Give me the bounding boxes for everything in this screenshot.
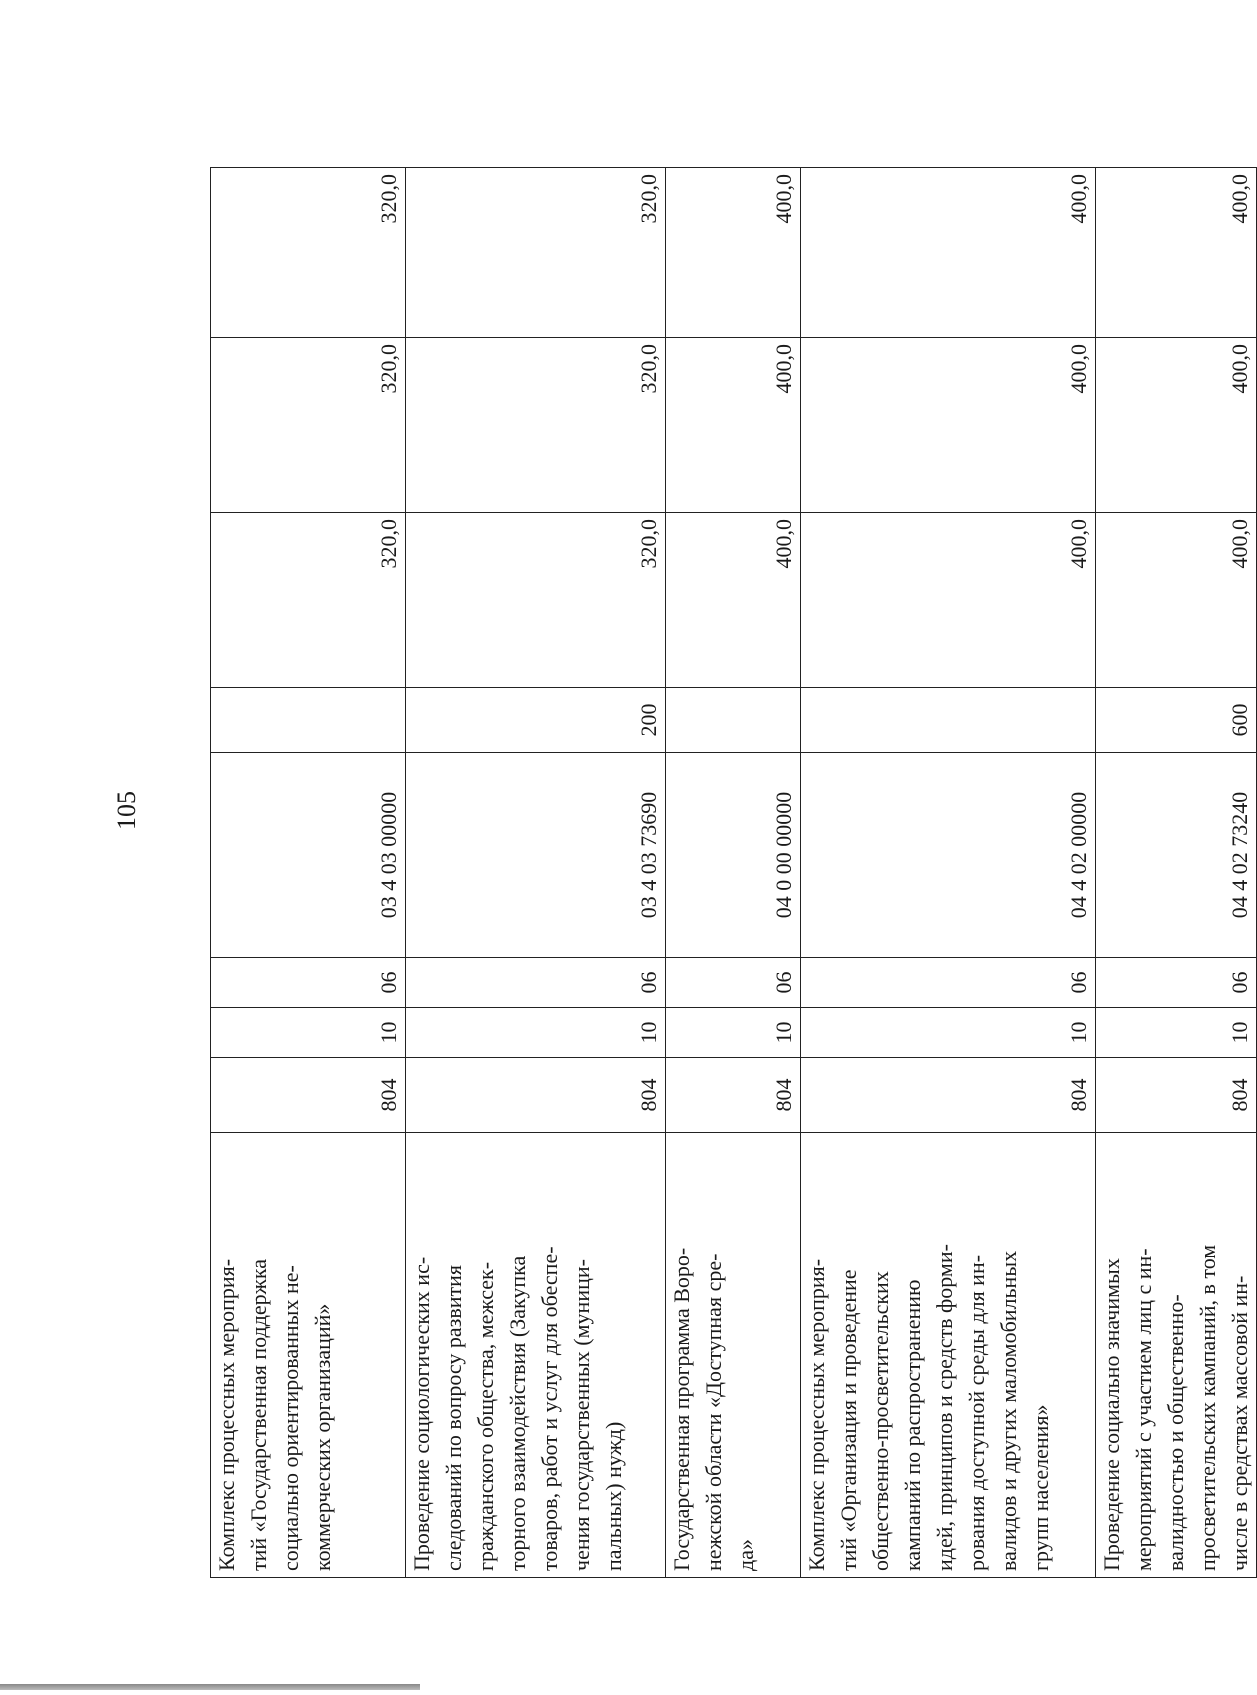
amount-year3-cell: 400,0 [801, 168, 1096, 338]
description-line: нежской области «Доступная сре- [701, 1253, 726, 1571]
subsection-cell: 06 [211, 958, 406, 1008]
description-line: общественно-просветительских [868, 1271, 893, 1571]
description-line: товаров, работ и услуг для обеспе- [537, 1246, 562, 1571]
target-article-cell: 04 0 00 00000 [666, 753, 801, 958]
scan-edge-strip [0, 1684, 420, 1690]
description-line: числе в средствах массовой ин- [1227, 1275, 1252, 1571]
description-line: Комплекс процессных мероприя- [804, 1258, 829, 1571]
description-line: валидностью и общественно- [1163, 1294, 1188, 1571]
amount-year1-cell: 400,0 [666, 513, 801, 688]
section-cell: 10 [406, 1008, 666, 1058]
description-line: валидов и других маломобильных [996, 1250, 1021, 1571]
amount-year2-cell: 320,0 [406, 338, 666, 513]
description-line: следований по вопросу развития [441, 1264, 466, 1571]
amount-year3-cell: 320,0 [211, 168, 406, 338]
section-cell: 10 [666, 1008, 801, 1058]
row-description [1096, 1133, 1257, 1578]
row-description [211, 1133, 406, 1578]
target-article-cell: 04 4 02 00000 [801, 753, 1096, 958]
expense-type-cell [211, 688, 406, 753]
description-line: торного взаимодействия (Закупка [505, 1255, 530, 1571]
amount-year1-cell: 320,0 [406, 513, 666, 688]
description-line: социально ориентированных не- [278, 1265, 303, 1571]
section-cell: 10 [211, 1008, 406, 1058]
section-cell: 10 [1096, 1008, 1257, 1058]
row-description [801, 1133, 1096, 1578]
grbs-cell: 804 [211, 1058, 406, 1133]
amount-year2-cell: 400,0 [801, 338, 1096, 513]
amount-year1-cell: 400,0 [801, 513, 1096, 688]
description-line: Проведение социально значимых [1099, 1258, 1124, 1571]
amount-year1-cell: 320,0 [211, 513, 406, 688]
description-line: просветительских кампаний, в том [1195, 1244, 1220, 1571]
description-line: идей, принципов и средств форми- [932, 1244, 957, 1571]
subsection-cell: 06 [801, 958, 1096, 1008]
description-line: рования доступной среды для ин- [964, 1254, 989, 1571]
amount-year1-cell: 400,0 [1096, 513, 1257, 688]
page-number: 105 [112, 791, 141, 830]
amount-year3-cell: 400,0 [1096, 168, 1257, 338]
subsection-cell: 06 [1096, 958, 1257, 1008]
grbs-cell: 804 [1096, 1058, 1257, 1133]
description-line: коммерческих организаций» [310, 1303, 335, 1571]
rotated-table-frame [210, 168, 1252, 1578]
grbs-cell: 804 [801, 1058, 1096, 1133]
row-description [666, 1133, 801, 1578]
grbs-cell: 804 [666, 1058, 801, 1133]
amount-year3-cell: 320,0 [406, 168, 666, 338]
table-row [1096, 168, 1257, 1578]
description-line: да» [733, 1539, 758, 1571]
target-article-cell: 03 4 03 00000 [211, 753, 406, 958]
description-line: групп населения» [1028, 1404, 1053, 1571]
table-row [666, 168, 801, 1578]
description-line: пальных) нужд) [601, 1421, 626, 1571]
amount-year2-cell: 400,0 [666, 338, 801, 513]
budget-table [210, 167, 1257, 1578]
target-article-cell: 04 4 02 73240 [1096, 753, 1257, 958]
subsection-cell: 06 [406, 958, 666, 1008]
subsection-cell: 06 [666, 958, 801, 1008]
description-line: Комплекс процессных мероприя- [214, 1258, 239, 1571]
description-line: чения государственных (муници- [569, 1259, 594, 1571]
target-article-cell: 03 4 03 73690 [406, 753, 666, 958]
expense-type-cell: 200 [406, 688, 666, 753]
amount-year2-cell: 320,0 [211, 338, 406, 513]
description-line: тий «Государственная поддержка [246, 1259, 271, 1571]
description-line: гражданского общества, межсек- [473, 1261, 498, 1571]
description-line: тий «Организация и проведение [836, 1269, 861, 1571]
table-row [211, 168, 406, 1578]
description-line: мероприятий с участием лиц с ин- [1131, 1248, 1156, 1571]
expense-type-cell: 600 [1096, 688, 1257, 753]
grbs-cell: 804 [406, 1058, 666, 1133]
table-row [801, 168, 1096, 1578]
expense-type-cell [666, 688, 801, 753]
description-line: Проведение социологических ис- [409, 1256, 434, 1571]
table-row [406, 168, 666, 1578]
amount-year2-cell: 400,0 [1096, 338, 1257, 513]
expense-type-cell [801, 688, 1096, 753]
section-cell: 10 [801, 1008, 1096, 1058]
description-line: кампаний по распространению [900, 1279, 925, 1571]
amount-year3-cell: 400,0 [666, 168, 801, 338]
description-line: Государственная программа Воро- [669, 1247, 694, 1571]
row-description [406, 1133, 666, 1578]
